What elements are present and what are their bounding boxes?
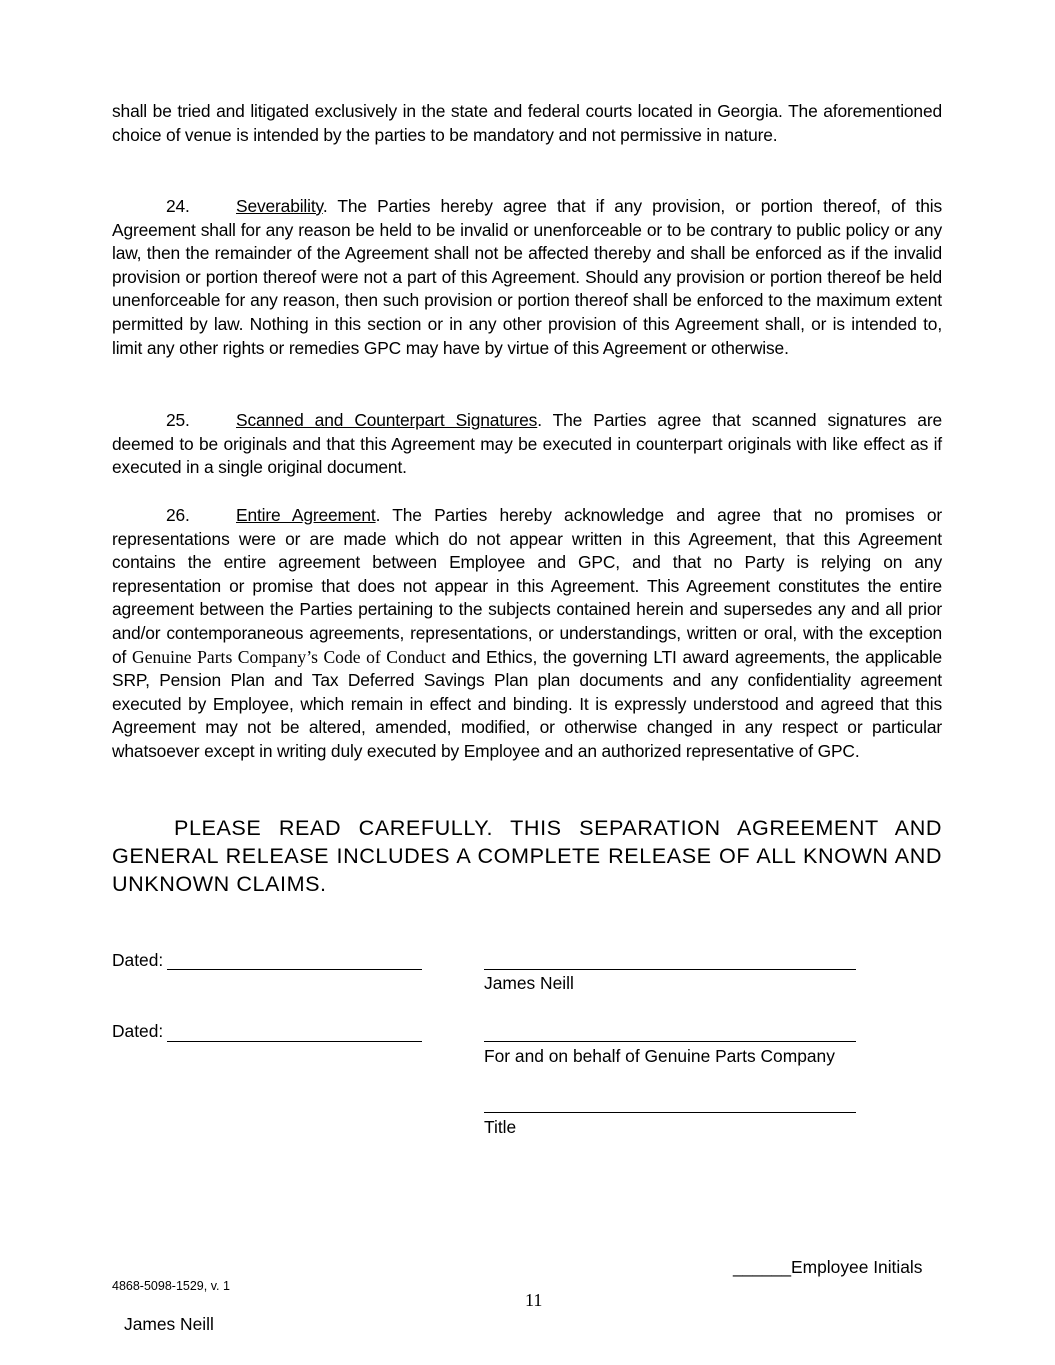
title-label: Title xyxy=(484,1117,517,1137)
paragraph-text: shall be tried and litigated exclusively in the state and federal courts located in Georgia. The aforementioned choice of venue is intended by the parties to be mandatory and not permissive in nature. xyxy=(112,101,942,145)
footer-name: James Neill xyxy=(124,1314,214,1334)
page-number: 11 xyxy=(525,1290,543,1310)
paragraph-number: 24. xyxy=(166,196,190,216)
signature-line xyxy=(484,1041,856,1042)
paragraph-text: . The Parties hereby acknowledge and agree that no promises or representations were or are made which do not appear written in this Agreement, that this Agreement contains the entire agreement between Employee and GPC, and that no Party is relying on any representation or promise that does not appear in this Agreement. This Agreement constitutes the entire agreement between the Parties pertaining to the subjects contained herein and supersedes any and all prior and/or contemporaneous agreements, representations, or understandings, written or oral, with the exception of xyxy=(112,505,942,667)
company-signer-label: For and on behalf of Genuine Parts Company xyxy=(484,1046,835,1066)
paragraph-26 xyxy=(112,504,942,764)
section-heading-entire-agreement: Entire Agreement xyxy=(236,505,376,525)
section-heading-severability: Severability xyxy=(236,196,323,216)
document-id: 4868-5098-1529, v. 1 xyxy=(112,1279,230,1293)
paragraph-text: . The Parties hereby agree that if any provision, or portion thereof, of this Agreement shall for any reason be held to be invalid or unenforceable or to be contrary to public policy or any law, then the remainder of the Agreement shall not be affected thereby and shall be enforced as if the invalid provision or portion thereof were not a part of this Agreement. Should any provision or portion thereof be held unenforceable for any reason, then such provision or portion thereof shall be enforced to the maximum extent permitted by law. Nothing in this section or in any other provision of this Agreement shall, or is intended to, limit any other rights or remedies GPC may have by virtue of this Agreement or otherwise. xyxy=(112,196,942,358)
employee-initials xyxy=(733,1256,923,1278)
dated-line xyxy=(167,969,422,970)
initials-blank: ______ xyxy=(733,1257,792,1277)
paragraph-number: 25. xyxy=(166,410,190,430)
paragraph-text: and Ethics, the governing LTI award agreements, the applicable SRP, Pension Plan and Tax Deferred Savings Plan plan documents and any confidentiality agreement executed by Employee, which remain in effect and binding. It is expressly understood and agreed that this Agreement may not be altered, amended, modified, or otherwise changed in any respect or particular whatsoever except in writing duly executed by Employee and an authorized representative of GPC. xyxy=(112,646,942,761)
signer-name: James Neill xyxy=(484,973,574,993)
paragraph-text: . The Parties agree that scanned signatures are deemed to be originals and that this Agreement may be executed in counterpart originals with like effect as if executed in a single original document. xyxy=(112,410,942,478)
paragraph-23-continuation xyxy=(112,100,942,147)
code-of-conduct-phrase: Genuine Parts Company’s Code of Conduct xyxy=(132,646,446,667)
paragraph-24 xyxy=(112,195,942,360)
dated-label: Dated: xyxy=(112,950,164,970)
paragraph-number: 26. xyxy=(166,505,190,525)
dated-line xyxy=(167,1041,422,1042)
initials-label: Employee Initials xyxy=(791,1257,923,1277)
release-notice: PLEASE READ CAREFULLY. THIS SEPARATION AGREEMENT AND GENERAL RELEASE INCLUDES A COMPLETE RELEASE OF ALL KNOWN AND UNKNOWN CLAIMS. xyxy=(112,815,942,896)
dated-label: Dated: xyxy=(112,1021,164,1041)
paragraph-25 xyxy=(112,409,942,480)
title-line xyxy=(484,1112,856,1113)
section-heading-signatures: Scanned and Counterpart Signatures xyxy=(236,410,538,430)
signature-line xyxy=(484,969,856,970)
